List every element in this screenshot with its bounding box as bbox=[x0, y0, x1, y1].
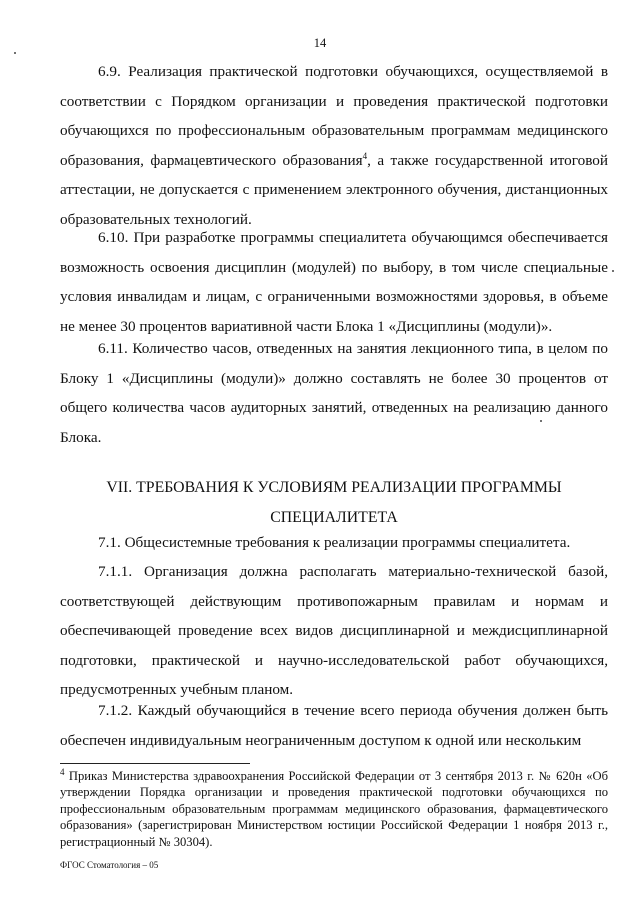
footnote-text: Приказ Министерства здравоохранения Российской Федерации от 3 сентября 2013 г. № 620н «Об утверждении Порядка организации и проведения практической подготовки обучающихся по профессиональным образовательным программам медицинского образования, фармацевтического образования» (зарегистрирован Министерством юстиции Российской Федерации 1 ноября 2013 г., регистрационный № 30304). bbox=[60, 769, 608, 849]
paragraph-7-1-1: 7.1.1. Организация должна располагать материально-технической базой, соответствующей действующим противопожарным правилам и нормам и обеспечивающей проведение всех видов дисциплинарной и междисциплинарной подготовки, практической и научно-исследовательской работ обучающихся, предусмотренных учебным планом. bbox=[60, 563, 608, 699]
scan-speck bbox=[14, 52, 16, 54]
scan-speck bbox=[540, 420, 542, 422]
paragraph-6-9 bbox=[60, 57, 608, 235]
page-footer: ФГОС Стоматология – 05 bbox=[60, 860, 159, 870]
footnote bbox=[60, 768, 608, 850]
footnote-number: 4 bbox=[60, 766, 65, 777]
paragraph-7-1: 7.1. Общесистемные требования к реализации программы специалитета. bbox=[98, 534, 571, 551]
section-heading-line-1: VII. ТРЕБОВАНИЯ К УСЛОВИЯМ РЕАЛИЗАЦИИ ПРОГРАММЫ bbox=[106, 479, 562, 496]
scan-speck bbox=[612, 270, 614, 272]
paragraph-6-9-text: 6.9. Реализация практической подготовки обучающихся, осуществляемой в соответствии с Порядком организации и проведения практической подготовки обучающихся по профессиональным образовательным программам медицинского образования, фармацевтического образования bbox=[60, 63, 608, 169]
footnote-ref: 4 bbox=[362, 150, 368, 161]
section-heading-line-2: СПЕЦИАЛИТЕТА bbox=[270, 508, 398, 526]
paragraph-7-1-2: 7.1.2. Каждый обучающийся в течение всего периода обучения должен быть обеспечен индивидуальным неограниченным доступом к одной или нескольким bbox=[60, 702, 608, 749]
section-heading bbox=[60, 473, 608, 532]
paragraph-6-9-text-cont: , а также государственной итоговой аттестации, не допускается с применением электронного обучения, дистанционных образовательных технологий. bbox=[60, 151, 608, 228]
paragraph-6-10: 6.10. При разработке программы специалитета обучающимся обеспечивается возможность освоения дисциплин (модулей) по выбору, в том числе специальные условия инвалидам и лицам, с ограниченными возможностями здоровья, в объеме не менее 30 процентов вариативной части Блока 1 «Дисциплины (модули)». bbox=[60, 229, 608, 335]
page-number: 14 bbox=[313, 36, 327, 50]
paragraph-6-11: 6.11. Количество часов, отведенных на занятия лекционного типа, в целом по Блоку 1 «Дисциплины (модули)» должно составлять не более 30 процентов от общего количества часов аудиторных занятий, отведенных на реализацию данного Блока. bbox=[60, 340, 608, 446]
footnote-divider bbox=[60, 763, 250, 764]
